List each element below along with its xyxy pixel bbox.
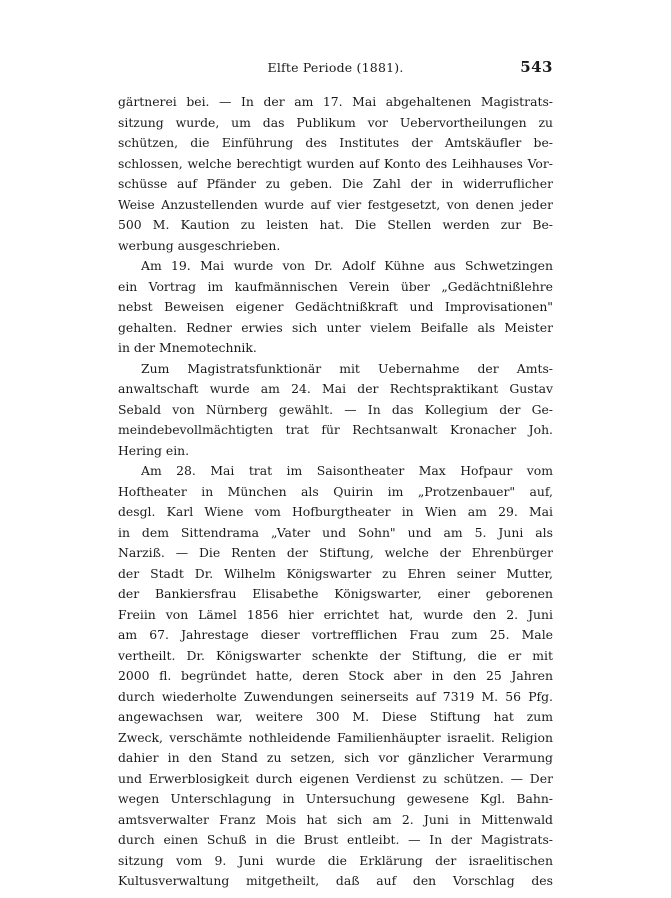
text-line: Weise Anzustellenden wurde auf vier festgesetzt, von denen jeder <box>118 196 553 212</box>
text-line: Freiin von Lämel 1856 hier errichtet hat, wurde den 2. Juni <box>118 606 553 622</box>
text-line: anwaltschaft wurde am 24. Mai der Rechtspraktikant Gustav <box>118 381 553 396</box>
text-line: Am 28. Mai trat im Saisontheater Max Hofpaur vom <box>141 463 553 478</box>
text-line: schlossen, welche berechtigt wurden auf Konto des Leihhauses Vor- <box>118 155 553 171</box>
text-line: sitzung wurde, um das Publikum vor Uebervortheilungen zu <box>118 114 553 130</box>
text-line: Hoftheater in München als Quirin im „Protzenbauer" auf, <box>118 483 553 499</box>
text-line: dahier in den Stand zu setzen, sich vor gänzlicher Verarmung <box>118 750 553 765</box>
text-line: der Bankiersfrau Elisabethe Königswarter, einer geborenen <box>118 586 553 601</box>
text-line: werbung ausgeschrieben. <box>118 237 281 253</box>
text-line: gärtnerei bei. — In der am 17. Mai abgehaltenen Magistrats- <box>118 94 553 109</box>
body-text <box>118 92 553 892</box>
running-header <box>118 60 553 80</box>
text-line: Sebald von Nürnberg gewählt. — In das Kollegium der Ge- <box>118 401 553 417</box>
text-line: desgl. Karl Wiene vom Hofburgtheater in Wien am 29. Mai <box>118 504 553 519</box>
text-line: nebst Beweisen eigener Gedächtnißkraft und Improvisationen" <box>118 299 553 314</box>
text-line: 500 M. Kaution zu leisten hat. Die Stellen werden zur Be- <box>118 217 553 232</box>
text-line: meindebevollmächtigten trat für Rechtsanwalt Kronacher Joh. <box>118 422 553 437</box>
text-line: durch einen Schuß in die Brust entleibt. — In der Magistrats- <box>118 832 553 847</box>
text-line: der Stadt Dr. Wilhelm Königswarter zu Ehren seiner Mutter, <box>118 565 553 581</box>
text-line: durch wiederholte Zuwendungen seinerseits auf 7319 M. 56 Pfg. <box>118 688 553 704</box>
text-line: 2000 fl. begründet hatte, deren Stock aber in den 25 Jahren <box>118 668 553 683</box>
text-line: sitzung vom 9. Juni wurde die Erklärung der israelitischen <box>118 852 553 868</box>
text-line: vertheilt. Dr. Königswarter schenkte der Stiftung, die er mit <box>118 647 553 663</box>
text-line: in dem Sittendrama „Vater und Sohn" und am 5. Juni als <box>118 524 553 540</box>
text-line: Zum Magistratsfunktionär mit Uebernahme der Amts- <box>141 360 553 376</box>
text-line: in der Mnemotechnik. <box>118 340 257 355</box>
text-line: Am 19. Mai wurde von Dr. Adolf Kühne aus Schwetzingen <box>141 258 553 273</box>
text-line: angewachsen war, weitere 300 M. Diese Stiftung hat zum <box>118 709 553 724</box>
text-line: ein Vortrag im kaufmännischen Verein über „Gedächtnißlehre <box>118 278 553 294</box>
text-line: amtsverwalter Franz Mois hat sich am 2. Juni in Mittenwald <box>118 811 553 827</box>
text-line: am 67. Jahrestage dieser vortrefflichen Frau zum 25. Male <box>118 627 553 642</box>
text-line: Kultusverwaltung mitgetheilt, daß auf den Vorschlag des <box>118 873 553 888</box>
page-number: 543 <box>520 58 553 76</box>
text-line: Hering ein. <box>118 442 190 458</box>
text-line: Zweck, verschämte nothleidende Familienhäupter israelit. Religion <box>118 729 553 745</box>
text-line: schüsse auf Pfänder zu geben. Die Zahl der in widerruflicher <box>118 176 553 191</box>
text-line: und Erwerblosigkeit durch eigenen Verdienst zu schützen. — Der <box>118 770 553 786</box>
running-title: Elfte Periode (1881). <box>267 60 404 75</box>
text-line: schützen, die Einführung des Institutes der Amtskäufler be- <box>118 135 553 150</box>
text-line: wegen Unterschlagung in Untersuchung gewesene Kgl. Bahn- <box>118 791 553 806</box>
text-line: gehalten. Redner erwies sich unter vielem Beifalle als Meister <box>118 319 553 335</box>
text-line: Narziß. — Die Renten der Stiftung, welche der Ehrenbürger <box>118 545 553 560</box>
